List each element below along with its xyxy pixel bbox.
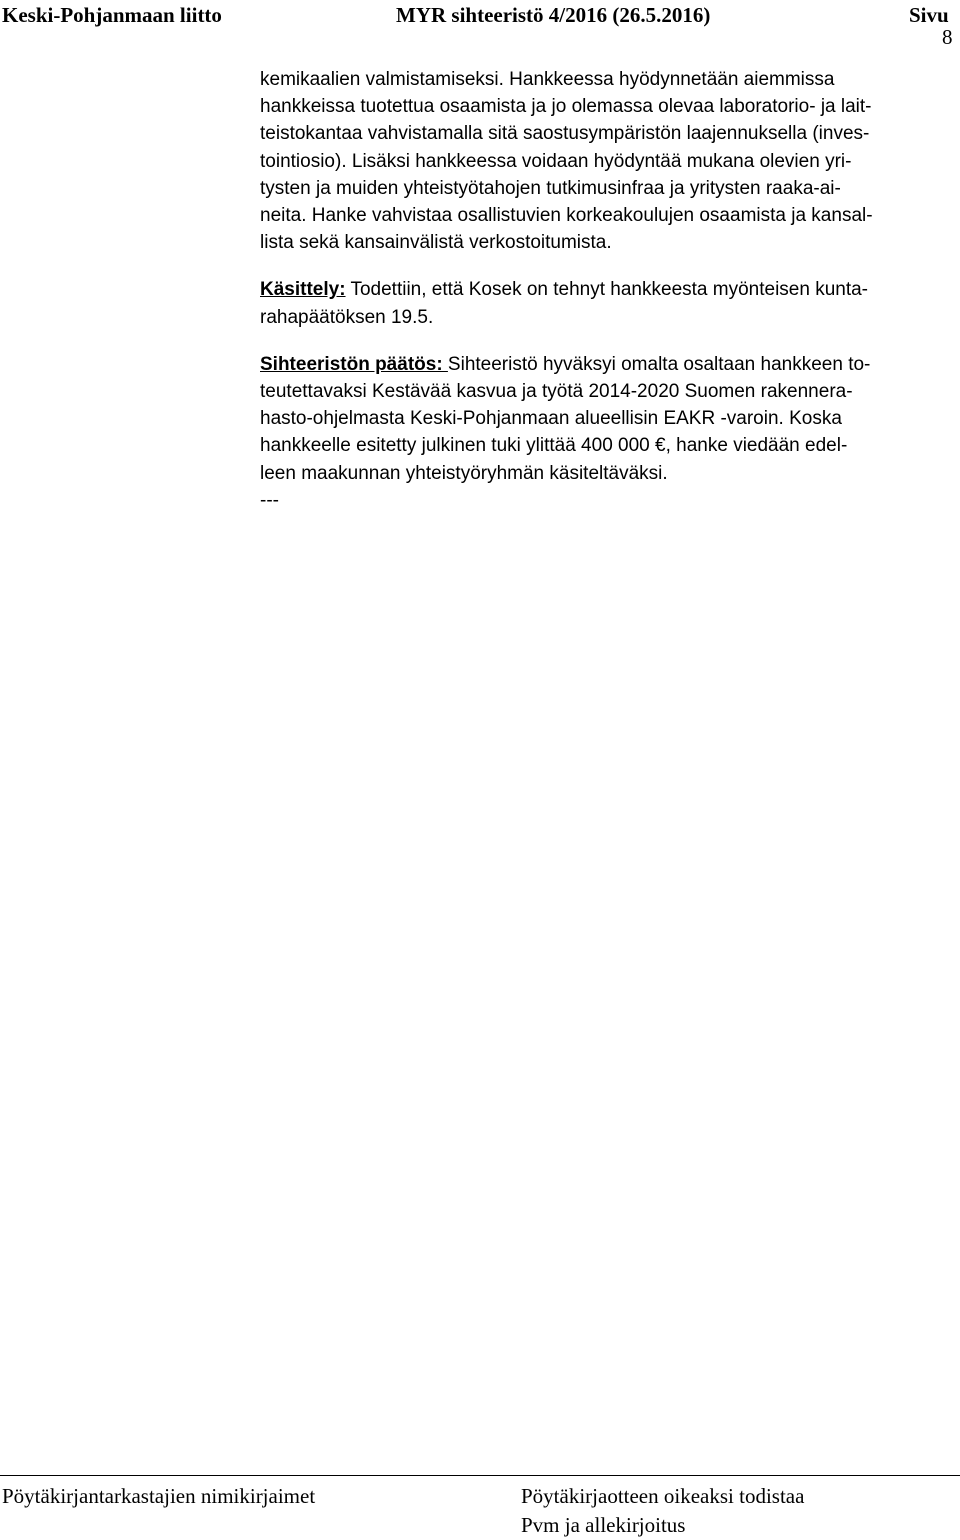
footer-date-signature-label: Pvm ja allekirjoitus [521,1513,686,1537]
text-line: hankkeelle esitetty julkinen tuki ylittää 400 000 €, hanke viedään edel- [260,435,848,457]
header-page-number: 8 [942,25,953,49]
page-header [0,0,960,49]
text-line: neita. Hanke vahvistaa osallistuvien korkeakoulujen osaamista ja kansal- [260,205,873,227]
text-line: tysten ja muiden yhteistyötahojen tutkimusinfraa ja yritysten raaka-ai- [260,177,841,199]
text-line: hankkeissa tuotettua osaamista ja jo olemassa olevaa laboratorio- ja lait- [260,96,872,118]
footer-certification [521,1482,804,1540]
document-body [260,66,960,514]
footer-divider [0,1475,960,1476]
paragraph-kasittely [260,276,960,330]
text-line: kemikaalien valmistamiseksi. Hankkeessa hyödynnetään aiemmissa [260,69,835,90]
section-separator: --- [260,489,279,511]
text-line: leen maakunnan yhteistyöryhmän käsiteltäväksi. [260,462,668,484]
kasittely-label: Käsittely: [260,279,346,301]
paatos-label: Sihteeristön päätös: [260,353,448,375]
text-line: teutettavaksi Kestävää kasvua ja työtä 2014-2020 Suomen rakennera- [260,381,853,403]
text-line [260,351,960,378]
header-document-title: MYR sihteeristö 4/2016 (26.5.2016) [396,3,711,27]
header-organization: Keski-Pohjanmaan liitto [2,3,222,27]
paragraph-paatos [260,351,960,514]
text-line: tointiosio). Lisäksi hankkeessa voidaan hyödyntää mukana olevien yri- [260,150,852,172]
text-line: teistokantaa vahvistamalla sitä saostusympäristön laajennuksella (inves- [260,123,870,145]
header-page-label: Sivu [909,3,949,27]
text-line: hasto-ohjelmasta Keski-Pohjanmaan alueellisin EAKR -varoin. Koska [260,408,842,430]
text-line: lista sekä kansainvälistä verkostoitumista. [260,232,612,254]
footer-certification-label: Pöytäkirjaotteen oikeaksi todistaa [521,1484,805,1508]
text-line: rahapäätöksen 19.5. [260,306,434,328]
paatos-text: Sihteeristö hyväksyi omalta osaltaan hankkeen to- [447,353,871,375]
text-line [260,276,960,303]
footer-initials-label: Pöytäkirjantarkastajien nimikirjaimet [2,1484,316,1508]
paragraph-project-description [260,66,960,256]
kasittely-text: Todettiin, että Kosek on tehnyt hankkeesta myönteisen kunta- [345,279,869,301]
